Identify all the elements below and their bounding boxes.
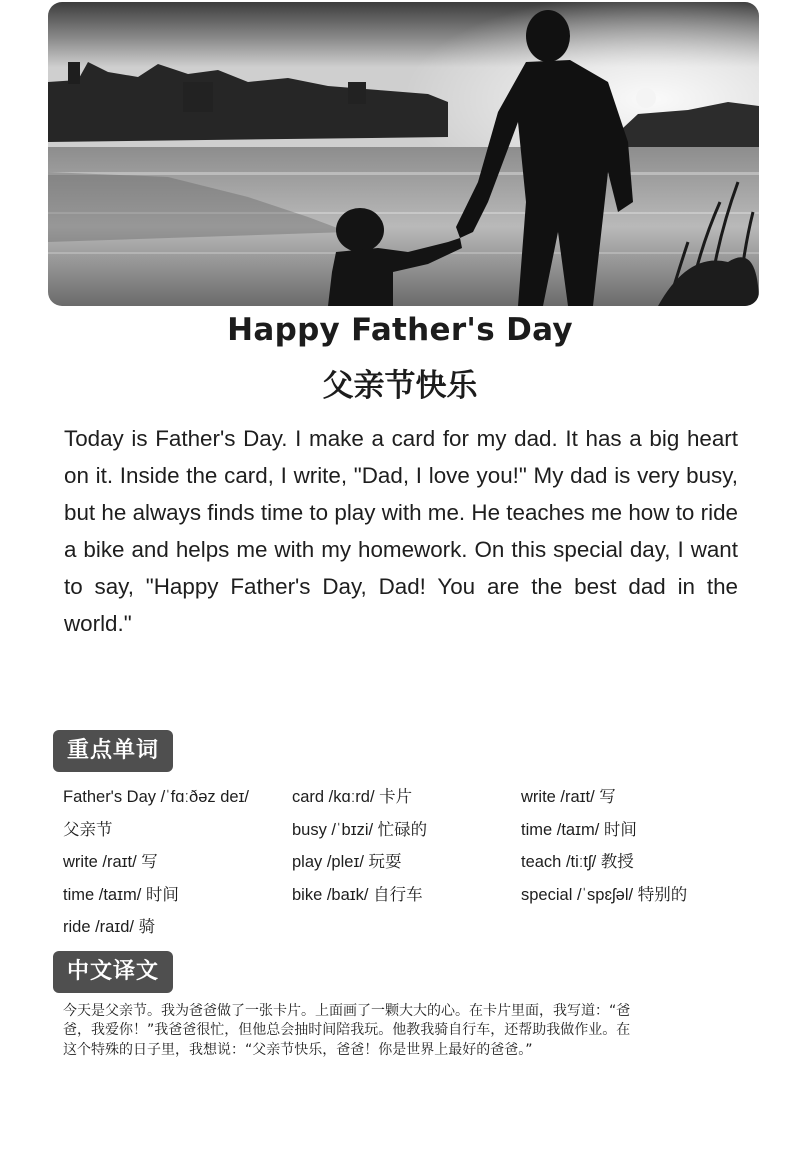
vocab-grid	[63, 782, 743, 945]
hero-illustration	[48, 2, 759, 306]
translation-paragraph: 今天是父亲节。我为爸爸做了一张卡片。上面画了一颗大大的心。在卡片里面，我写道：“爸爸，我爱你！”我爸爸很忙，但他总会抽时间陪我玩。他教我骑自行车，还帮助我做作业。在这个特殊的日子里，我想说：“父亲节快乐，爸爸！你是世界上最好的爸爸。”	[63, 1003, 631, 1058]
vocab-item: special /ˈspɛʃəl/ 特别的	[521, 885, 688, 904]
vocab-item: Father's Day /ˈfɑːðəz deɪ/	[63, 788, 250, 806]
vocab-item: write /raɪt/ 写	[63, 853, 158, 872]
vocab-item: bike /baɪk/ 自行车	[292, 885, 423, 904]
vocab-item: time /taɪm/ 时间	[63, 885, 179, 904]
vocab-item: busy /ˈbɪzi/ 忙碌的	[292, 820, 428, 839]
story-paragraph: Today is Father's Day. I make a card for my dad. It has a big heart on it. Inside the card, I write, "Dad, I love you!" My dad is very busy, but he always finds time to play with me. He teaches me how to ride a bike and helps me with my homework. On this special day, I want to say, "Happy Father's Day, Dad! You are the best dad in the world."	[64, 426, 738, 636]
vocab-item: 父亲节	[63, 820, 113, 839]
vocab-item: card /kɑːrd/ 卡片	[292, 788, 413, 806]
translation-section-heading: 中文译文	[53, 951, 173, 993]
vocab-item: time /taɪm/ 时间	[521, 820, 637, 839]
vocab-item: play /pleɪ/ 玩耍	[292, 853, 402, 872]
page-title: Happy Father's Day	[227, 312, 573, 348]
page-subtitle: 父亲节快乐	[322, 368, 478, 404]
vocab-section-heading: 重点单词	[53, 730, 173, 772]
vocab-item: write /raɪt/ 写	[521, 788, 616, 806]
vocab-item: ride /raɪd/ 骑	[63, 918, 156, 937]
vocab-item: teach /tiːtʃ/ 教授	[521, 853, 634, 872]
